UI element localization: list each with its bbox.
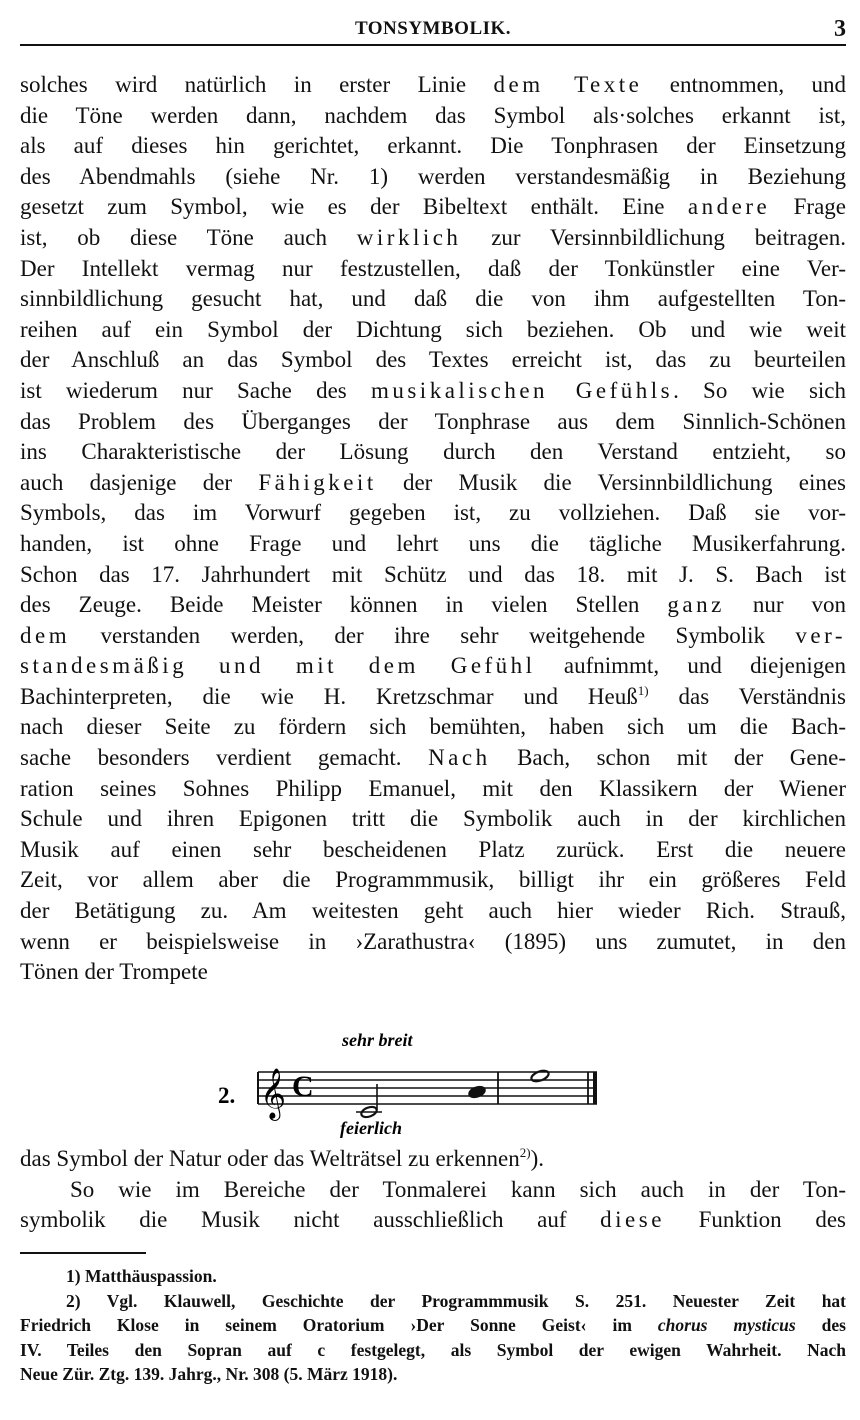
footnote-text: des — [795, 1315, 846, 1335]
text-line — [20, 376, 846, 407]
text-line — [20, 70, 846, 101]
text-line — [20, 560, 846, 591]
spaced-emphasis: ganz — [667, 592, 725, 618]
text-line — [20, 284, 846, 315]
footnote-line — [20, 1338, 846, 1363]
footnote-ref: 2) — [519, 1145, 531, 1160]
text-line — [20, 345, 846, 376]
text-line — [20, 804, 846, 835]
text-run: symbolik die Musik nicht ausschließlich auf — [20, 1207, 601, 1233]
text-line — [20, 621, 846, 652]
text-line — [20, 865, 846, 896]
main-text — [20, 70, 846, 988]
running-title: TONSYMBOLIK. — [354, 18, 512, 39]
note-g4 — [468, 1085, 486, 1099]
time-signature: C — [292, 1070, 314, 1103]
spaced-emphasis: musikalischen Gefühls — [370, 377, 674, 403]
text-run: verstanden werden, der ihre sehr weitgehende Symbolik — [70, 622, 796, 648]
text-run: Bach, schon mit der Gene- — [490, 745, 846, 771]
footnote-line — [20, 1264, 846, 1289]
spaced-emphasis: wirklich — [356, 224, 462, 250]
text-run: auch dasjenige der — [20, 469, 259, 495]
text-run: sinnbildlichung gesucht hat, und daß die von ihm aufgestellten Ton- — [20, 286, 846, 312]
footnote-italic: chorus mysticus — [657, 1315, 796, 1335]
text-run: Funktion des — [664, 1207, 847, 1233]
text-line — [20, 1175, 846, 1206]
footnote-rule — [20, 1252, 146, 1254]
text-run: Frage — [770, 194, 846, 220]
text-run: ist wiederum nur Sache des — [20, 377, 371, 403]
example-number: 2. — [218, 1083, 236, 1108]
text-run: der Anschluß an das Symbol des Textes erreicht ist, das zu beurteilen — [20, 347, 846, 373]
text-line — [20, 468, 846, 499]
text-line — [20, 498, 846, 529]
page-header — [20, 14, 846, 44]
text-run: die Töne werden dann, nachdem das Symbol als·solches erkannt ist, — [20, 102, 846, 128]
spaced-emphasis: andere — [687, 194, 771, 220]
text-line — [20, 835, 846, 866]
text-line — [20, 927, 846, 958]
text-line — [20, 192, 846, 223]
spaced-emphasis: dem Texte — [493, 72, 643, 97]
text-line — [20, 743, 846, 774]
text-run: der Betätigung zu. Am weitesten geht auch hier wieder Rich. Strauß, — [20, 898, 846, 924]
text-run: Schule und ihren Epigonen tritt die Symbolik auch in der kirchlichen — [20, 806, 846, 832]
expression-marking: feierlich — [340, 1118, 402, 1138]
text-line — [20, 162, 846, 193]
text-run: das Problem des Überganges der Tonphrase aus dem Sinnlich-Schönen — [20, 408, 846, 434]
text-line — [20, 590, 846, 621]
text-line — [20, 1205, 846, 1236]
notes — [356, 1069, 550, 1119]
text-run: ). — [530, 1146, 544, 1171]
page-number: 3 — [834, 16, 846, 42]
text-line — [20, 651, 846, 682]
text-run: ration seines Sohnes Philipp Emanuel, mit den Klassikern der Wiener — [20, 775, 846, 801]
text-run: nur von — [724, 592, 846, 618]
text-line — [20, 682, 846, 713]
spaced-emphasis: diese — [600, 1207, 665, 1233]
text-run: reihen auf ein Symbol der Dichtung sich beziehen. Ob und wie weit — [20, 316, 846, 342]
footnote-mark: 1) — [66, 1266, 81, 1286]
text-run: Tönen der Trompete — [20, 959, 208, 985]
footnote-text: Friedrich Klose in seinem Oratorium ›Der Sonne Geist‹ im — [20, 1315, 658, 1335]
text-run: So wie im Bereiche der Tonmalerei kann sich auch in der Ton- — [70, 1176, 846, 1202]
text-line — [20, 131, 846, 162]
text-line — [20, 437, 846, 468]
text-run: solches wird natürlich in erster Linie — [20, 72, 494, 97]
text-line — [20, 529, 846, 560]
text-run: sache besonders verdient gemacht. — [20, 745, 429, 771]
music-example — [20, 1020, 846, 1140]
text-run: das Verständnis — [648, 683, 846, 709]
note-c5 — [530, 1069, 550, 1084]
footnote-text: IV. Teiles den Sopran auf c festgelegt, als Symbol der ewigen Wahrheit. Nach — [20, 1339, 846, 1360]
text-run: ins Charakteristische der Lösung durch den Verstand entzieht, so — [20, 439, 846, 465]
text-run: gesetzt zum Symbol, wie es der Bibeltext enthält. Eine — [20, 194, 688, 220]
text-line — [20, 774, 846, 805]
text-line — [20, 254, 846, 285]
spaced-emphasis: ver- — [795, 622, 846, 648]
music-staff-figure — [20, 1020, 846, 1140]
footnote-ref: 1) — [637, 682, 649, 698]
text-run: des Zeuge. Beide Meister können in vielen Stellen — [20, 592, 668, 618]
tempo-marking: sehr breit — [342, 1030, 413, 1050]
text-run: entnommen, und — [642, 72, 846, 97]
spaced-emphasis: Nach — [428, 745, 491, 771]
text-run: Zeit, vor allem aber die Programmmusik, billigt ihr ein größeres Feld — [20, 867, 846, 893]
continuation-text — [20, 1144, 846, 1236]
text-run: Musik auf einen sehr bescheidenen Platz zurück. Erst die neuere — [20, 836, 846, 862]
footnote-text: Matthäuspassion. — [84, 1266, 217, 1286]
text-line — [20, 315, 846, 346]
spaced-emphasis: dem — [20, 622, 71, 648]
footnote-text: Neue Zür. Ztg. 139. Jahrg., Nr. 308 (5. März 1918). — [20, 1364, 398, 1384]
footnote-line — [20, 1313, 846, 1338]
text-run: aufnimmt, und diejenigen — [535, 653, 846, 679]
text-run: das Symbol der Natur oder das Welträtsel zu erkennen — [20, 1146, 520, 1171]
text-run: als auf dieses hin gerichtet, erkannt. Die Tonphrasen der Einsetzung — [20, 133, 846, 159]
text-run: der Musik die Versinnbildlichung eines — [376, 469, 846, 495]
footnote-line — [20, 1289, 846, 1314]
header-rule — [20, 44, 846, 46]
footnotes — [20, 1264, 846, 1387]
text-run: Der Intellekt vermag nur festzustellen, daß der Tonkünstler eine Ver- — [20, 255, 846, 281]
text-run: zur Versinnbildlichung beitragen. — [461, 224, 847, 250]
text-line — [20, 407, 846, 438]
text-line — [20, 101, 846, 132]
text-line — [20, 957, 846, 988]
text-run: Symbols, das im Vorwurf gegeben ist, zu vollziehen. Daß sie vor- — [20, 500, 846, 526]
text-run: handen, ist ohne Frage und lehrt uns die tägliche Musikerfahrung. — [20, 530, 846, 556]
spaced-emphasis: standesmäßig und mit dem Gefühl — [20, 653, 536, 679]
text-run: . So wie sich — [673, 377, 847, 403]
text-run: nach dieser Seite zu fördern sich bemühten, haben sich um die Bach- — [20, 714, 846, 740]
footnote-text: Vgl. Klauwell, Geschichte der Programmmusik S. 251. Neuester Zeit hat — [106, 1290, 846, 1311]
treble-clef-icon: 𝄞 — [260, 1068, 287, 1119]
text-line — [20, 712, 846, 743]
text-run: ist, ob diese Töne auch — [20, 224, 357, 250]
text-line — [20, 896, 846, 927]
text-line — [20, 1144, 846, 1175]
text-run: wenn er beispielsweise in ›Zarathustra‹ (1895) uns zumutet, in den — [20, 928, 846, 954]
footnote-line — [20, 1362, 846, 1387]
text-run: des Abendmahls (siehe Nr. 1) werden verstandesmäßig in Beziehung — [20, 163, 846, 189]
spaced-emphasis: Fähigkeit — [258, 469, 377, 495]
text-line — [20, 223, 846, 254]
text-run: Bachinterpreten, die wie H. Kretzschmar und Heuß — [20, 683, 638, 709]
text-run: Schon das 17. Jahrhundert mit Schütz und das 18. mit J. S. Bach ist — [20, 561, 846, 587]
footnote-mark: 2) — [66, 1290, 81, 1311]
